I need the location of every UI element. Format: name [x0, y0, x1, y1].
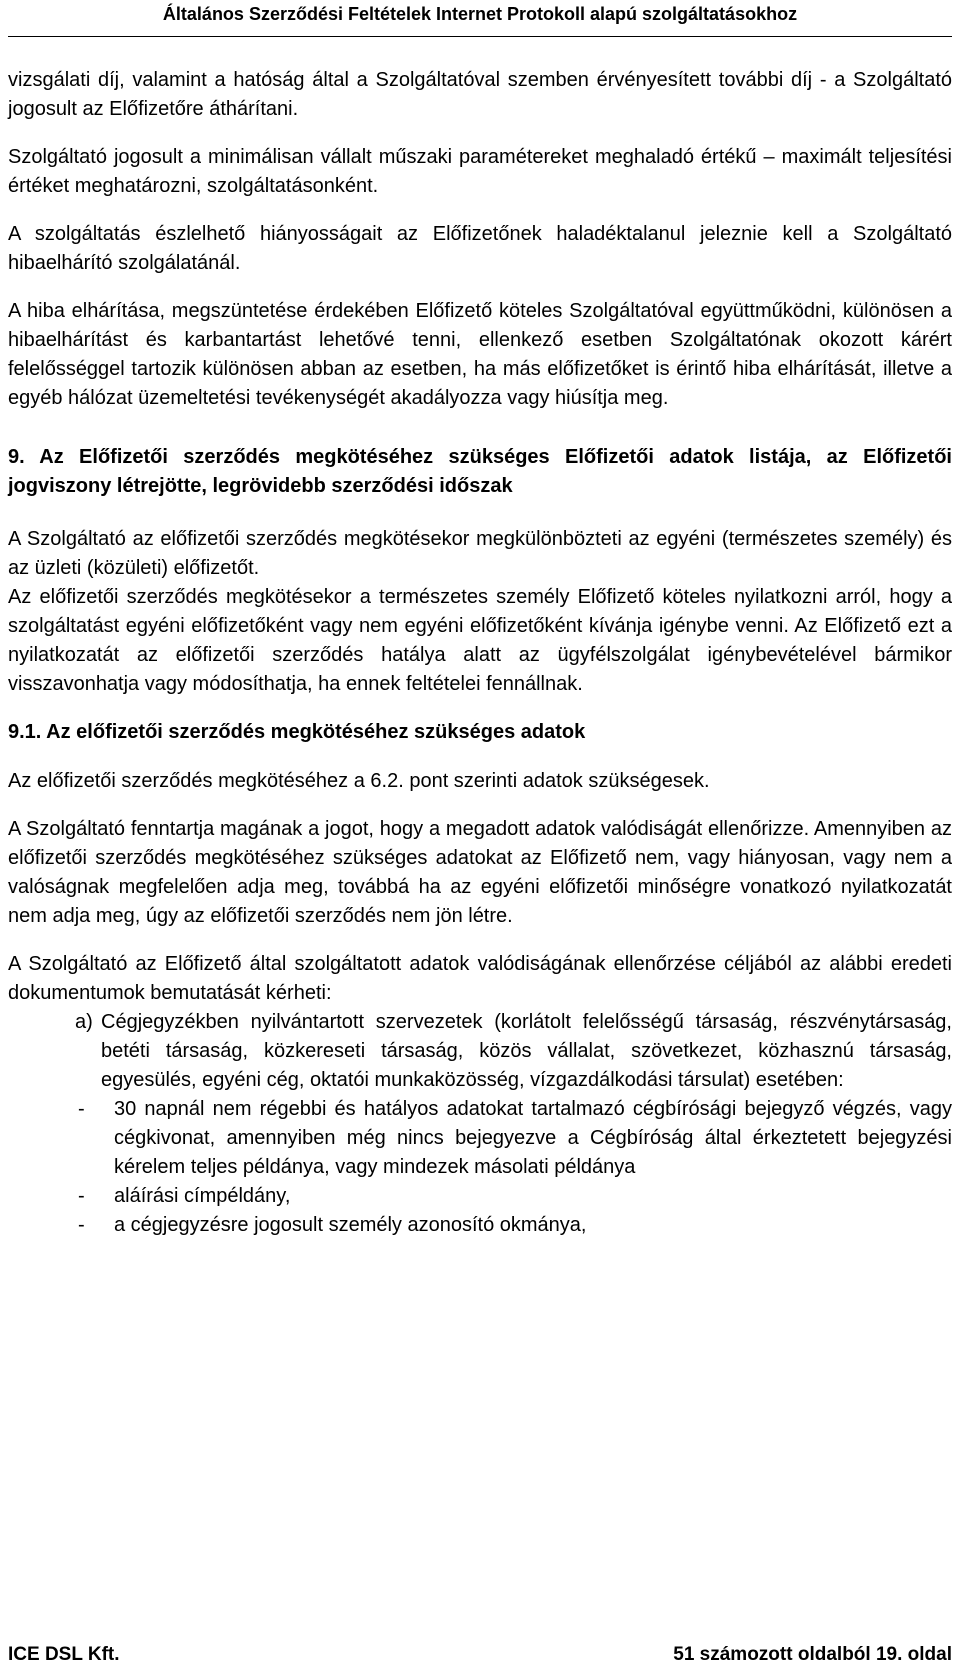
required-documents-list — [78, 1095, 952, 1240]
paragraph-cooperation: A hiba elhárítása, megszüntetése érdekében Előfizető köteles Szolgáltatóval együttműködni, különösen a hibaelhárítást és karbantartást lehetővé tenni, ellenkező esetben Szolgáltatónak okozott kárért felelősséggel tartozik különösen abban az esetben, ha más előfizetőket is érintő hiba elhárítását, illetve a egyéb hálózat üzemeltetési tevékenységét akadályozza vagy hiúsítja meg. — [8, 300, 952, 409]
page-header: Általános Szerződési Feltételek Internet Protokoll alapú szolgáltatásokhoz — [162, 4, 798, 24]
list-marker: a) — [75, 1011, 93, 1033]
section-9-heading: 9. Az Előfizetői szerződés megkötéséhez szükséges Előfizetői adatok listája, az Előfizetői jogviszony létrejötte, legrövidebb szerződési időszak — [8, 446, 952, 497]
list-item-text: 30 napnál nem régebbi és hatályos adatokat tartalmazó cégbírósági bejegyző végzés, vagy cégkivonat, amennyiben még nincs bejegyezve a Cégbíróság által érkeztetett bejegyzési kérelem teljes példánya, vagy mindezek másolati példánya — [114, 1098, 952, 1178]
list-item-text: aláírási címpéldány, — [114, 1185, 291, 1207]
document-list — [75, 1008, 952, 1095]
dash-marker: - — [78, 1185, 85, 1207]
section-9-1-paragraph-3: A Szolgáltató az Előfizető által szolgáltatott adatok valódiságának ellenőrzése céljából az alábbi eredeti dokumentumok bemutatását kérheti: — [8, 953, 952, 1004]
header-rule — [8, 36, 952, 37]
page-number: 51 számozott oldalból 19. oldal — [673, 1644, 952, 1665]
paragraph-fee: vizsgálati díj, valamint a hatóság által a Szolgáltatóval szemben érvényesített további díj - a Szolgáltató jogosult az Előfizetőre áthárítani. — [8, 69, 952, 120]
section-9-paragraph-2: Az előfizetői szerződés megkötésekor a természetes személy Előfizető köteles nyilatkozni arról, hogy a szolgáltatást egyéni előfizetőként vagy nem egyéni előfizetőként kívánja igénybe venni. Az Előfizető ezt a nyilatkozatát az előfizetői szerződés hatálya alatt az ügyfélszolgálat igénybevételével bármikor visszavonhatja vagy módosíthatja, ha ennek feltételei fennállnak. — [8, 586, 952, 695]
section-9-1-heading: 9.1. Az előfizetői szerződés megkötéséhez szükséges adatok — [8, 721, 586, 743]
list-item — [78, 1211, 952, 1240]
list-item-a — [75, 1008, 952, 1095]
dash-marker: - — [78, 1098, 85, 1120]
document-body — [8, 66, 952, 1240]
section-9-paragraph-1: A Szolgáltató az előfizetői szerződés megkötésekor megkülönbözteti az egyéni (természetes személy) és az üzleti (közületi) előfizetőt. — [8, 528, 952, 579]
list-item-text: a cégjegyzésre jogosult személy azonosító okmánya, — [114, 1214, 587, 1236]
company-name: ICE DSL Kft. — [8, 1644, 120, 1665]
section-9-1-paragraph-2: A Szolgáltató fenntartja magának a jogot, hogy a megadott adatok valódiságát ellenőrizze. Amennyiben az előfizetői szerződés megkötéséhez szükséges adatokat az Előfizető nem, vagy hiányosan, vagy nem a valóságnak megfelelően adja meg, továbbá ha az egyéni előfizetői minőségre vonatkozó nyilatkozatát nem adja meg, úgy az előfizetői szerződés nem jön létre. — [8, 818, 952, 927]
paragraph-max-performance: Szolgáltató jogosult a minimálisan vállalt műszaki paramétereket meghaladó értékű – maximált teljesítési értéket meghatározni, szolgáltatásonként. — [8, 146, 952, 197]
paragraph-fault-report: A szolgáltatás észlelhető hiányosságait az Előfizetőnek haladéktalanul jeleznie kell a Szolgáltató hibaelhárító szolgálatánál. — [8, 223, 952, 274]
section-9-1-paragraph-1: Az előfizetői szerződés megkötéséhez a 6.2. pont szerinti adatok szükségesek. — [8, 770, 710, 792]
dash-marker: - — [78, 1214, 85, 1236]
list-item — [78, 1182, 952, 1211]
list-item-text: Cégjegyzékben nyilvántartott szervezetek (korlátolt felelősségű társaság, részvénytársaság, betéti társaság, közkereseti társaság, közös vállalat, szövetkezet, közhasznú társaság, egyesülés, egyéni cég, oktatói munkaközösség, vízgazdálkodási társulat) esetében: — [101, 1011, 952, 1091]
list-item — [78, 1095, 952, 1182]
